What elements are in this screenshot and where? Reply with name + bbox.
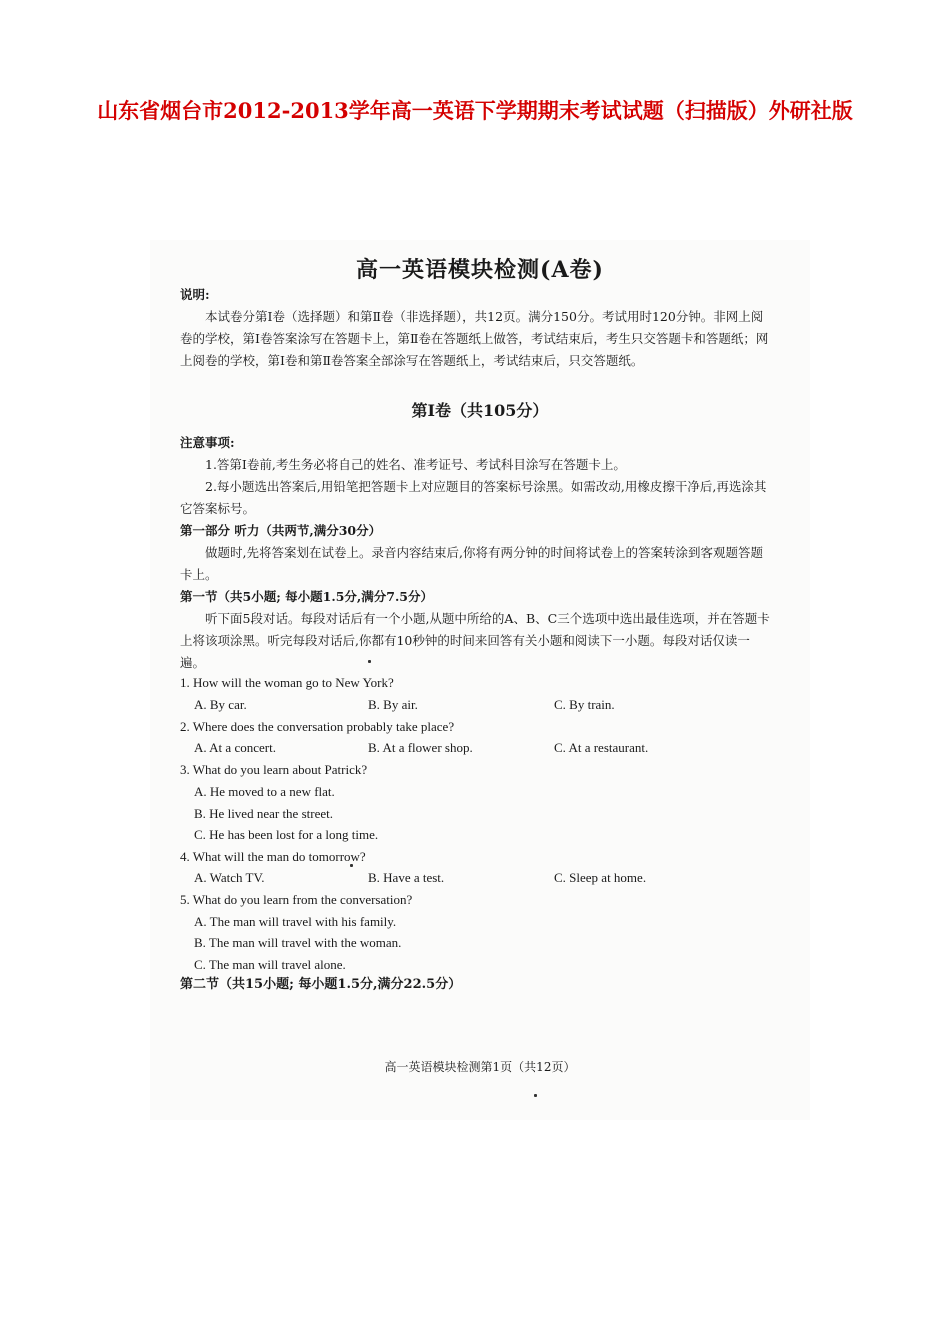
option-c: C. By train.: [554, 697, 615, 712]
question-2: 2. Where does the conversation probably take place?: [180, 719, 455, 734]
page-footer: 高一英语模块检测第1页（共12页）: [384, 1060, 576, 1074]
question-3-option-c: C. He has been lost for a long time.: [194, 827, 379, 842]
attention-item-2: 2.每小题选出答案后,用铅笔把答题卡上对应题目的答案标号涂黑。如需改动,用橡皮擦干净后,再选涂其它答案标号。: [180, 479, 767, 516]
section1-title: 第Ⅰ卷（共105分）: [411, 401, 549, 420]
option-a: A. Watch TV.: [194, 870, 265, 885]
instructions: [180, 284, 770, 372]
attention-label: 注意事项:: [180, 435, 235, 450]
option-b: B. Have a test.: [368, 870, 445, 885]
option-b: B. By air.: [368, 697, 418, 712]
question-5-option-b: B. The man will travel with the woman.: [194, 935, 402, 950]
scanned-exam-page: [150, 240, 810, 1120]
question-5-option-c: C. The man will travel alone.: [194, 957, 346, 972]
scan-speck: [368, 660, 371, 663]
question-3-option-a: A. He moved to a new flat.: [194, 784, 335, 799]
attention-item-1: 1.答第Ⅰ卷前,考生务必将自己的姓名、准考证号、考试科目涂写在答题卡上。: [205, 457, 626, 472]
question-3-option-b: B. He lived near the street.: [194, 806, 333, 821]
option-c: C. Sleep at home.: [554, 870, 647, 885]
option-a: A. By car.: [194, 697, 247, 712]
attention-block: [180, 432, 770, 674]
note-text: 本试卷分第Ⅰ卷（选择题）和第Ⅱ卷（非选择题），共12页。满分150分。考试用时120分钟。非网上阅卷的学校，第Ⅰ卷答案涂写在答题卡上，第Ⅱ卷在答题纸上做答，考试结束后，考生只交答题卡和答题纸；网上阅卷的学校，第Ⅰ卷和第Ⅱ卷答案全部涂写在答题纸上，考试结束后，只交答题纸。: [180, 309, 769, 368]
question-1: 1. How will the woman go to New York?: [180, 675, 394, 690]
option-b: B. At a flower shop.: [368, 740, 473, 755]
question-4: 4. What will the man do tomorrow?: [180, 849, 366, 864]
note-label: 说明:: [180, 287, 210, 302]
option-c: C. At a restaurant.: [554, 740, 649, 755]
part1-title: 第一部分 听力（共两节,满分30分）: [180, 523, 382, 538]
question-5: 5. What do you learn from the conversation?: [180, 892, 413, 907]
document-title: 山东省烟台市2012-2013学年高一英语下学期期末考试试题（扫描版）外研社版: [97, 98, 853, 123]
option-a: A. At a concert.: [194, 740, 276, 755]
sec1-text: 听下面5段对话。每段对话后有一个小题,从题中所给的A、B、C三个选项中选出最佳选项，并在答题卡上将该项涂黑。听完每段对话后,你都有10秒钟的时间来回答有关小题和阅读下一小题。每段对话仅读一遍。: [180, 611, 770, 670]
part1-text: 做题时,先将答案划在试卷上。录音内容结束后,你将有两分钟的时间将试卷上的答案转涂到客观题答题卡上。: [180, 545, 763, 582]
scan-speck: [534, 1094, 537, 1097]
scan-speck: [350, 864, 353, 867]
question-3: 3. What do you learn about Patrick?: [180, 762, 368, 777]
exam-title: 高一英语模块检测(A卷): [356, 257, 604, 283]
question-5-option-a: A. The man will travel with his family.: [194, 914, 397, 929]
sec1-title: 第一节（共5小题; 每小题1.5分,满分7.5分）: [180, 589, 434, 604]
sec2-title: 第二节（共15小题; 每小题1.5分,满分22.5分）: [180, 977, 462, 992]
